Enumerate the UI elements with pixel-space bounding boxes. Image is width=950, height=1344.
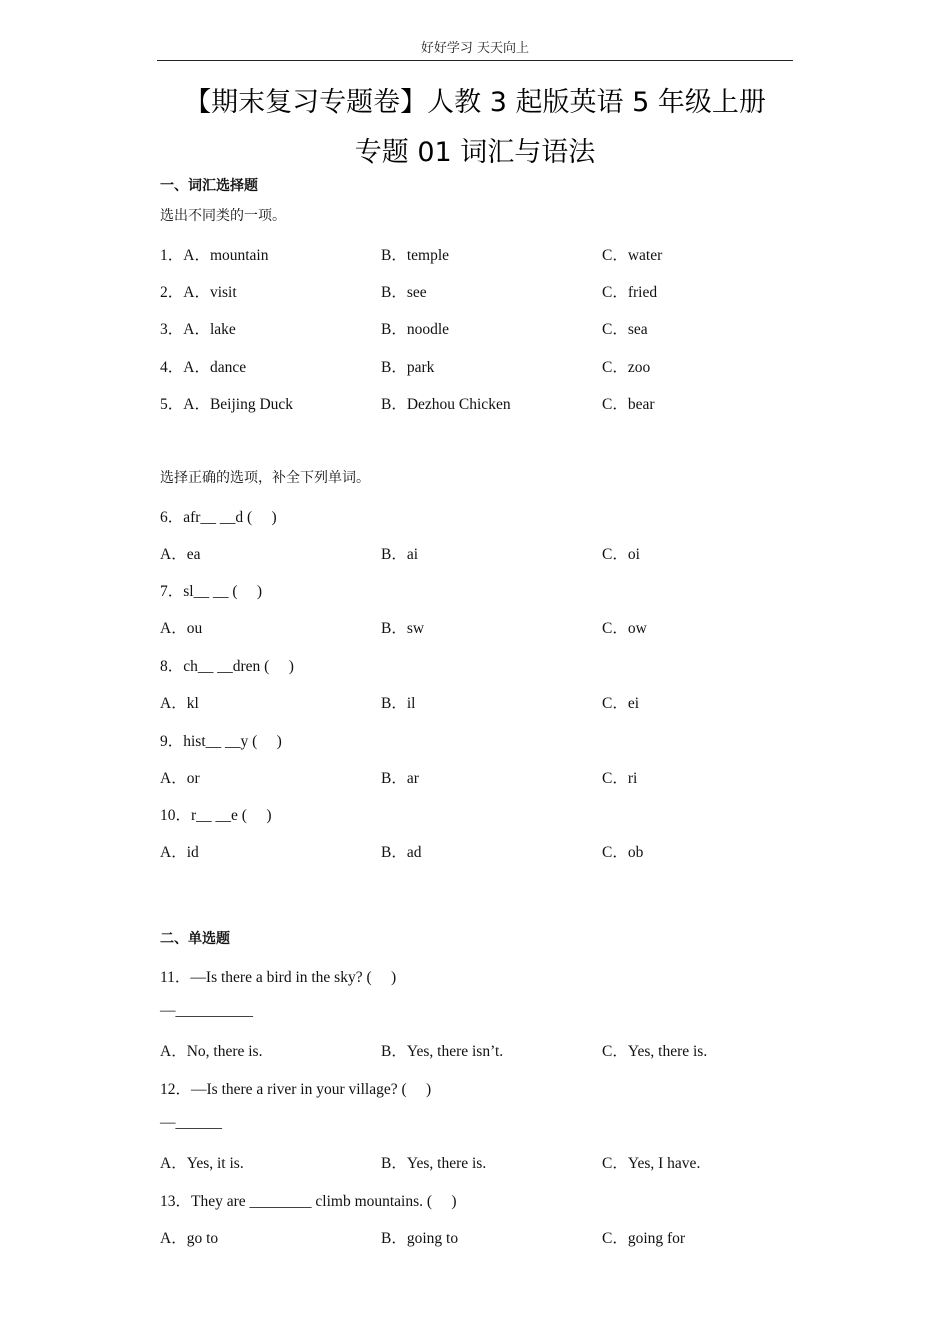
- option-b: B．Dezhou Chicken: [381, 396, 511, 413]
- question-row: [0, 280, 950, 302]
- option-c: C．sea: [602, 321, 648, 338]
- option-c: C．Yes, there is.: [602, 1043, 708, 1060]
- option-c: C．ob: [602, 844, 644, 861]
- option-b: B．ai: [381, 546, 419, 563]
- question-stem: 6．afr__ __d ( ): [160, 509, 277, 526]
- option-a: A．go to: [160, 1230, 219, 1247]
- option-a: A．ea: [160, 546, 201, 563]
- option-b: B．see: [381, 284, 427, 301]
- options-row: [0, 1226, 950, 1248]
- section-heading-vocabulary: 一、词汇选择题: [160, 178, 258, 194]
- option-a: 3．A．lake: [160, 321, 236, 338]
- options-row: [0, 542, 950, 564]
- options-row: [0, 691, 950, 713]
- option-a: A．No, there is.: [160, 1043, 263, 1060]
- question-stem: 9．hist__ __y ( ): [160, 733, 282, 750]
- header-divider: [157, 60, 793, 61]
- option-b: B．Yes, there isn’t.: [381, 1043, 504, 1060]
- option-c: C．fried: [602, 284, 658, 301]
- option-a: A．id: [160, 844, 199, 861]
- question-row: [0, 317, 950, 339]
- option-c: C．oi: [602, 546, 640, 563]
- instruction-complete-words: 选择正确的选项，补全下列单词。: [160, 470, 370, 486]
- option-a: A．Yes, it is.: [160, 1155, 244, 1172]
- option-a: A．kl: [160, 695, 199, 712]
- option-c: C．ei: [602, 695, 640, 712]
- question-row: [0, 392, 950, 414]
- option-c: C．going for: [602, 1230, 686, 1247]
- question-row: [0, 355, 950, 377]
- option-c: C．zoo: [602, 359, 651, 376]
- answer-blank: —__________: [160, 1002, 253, 1019]
- question-stem: 7．sl__ __ ( ): [160, 583, 263, 600]
- answer-blank: —______: [160, 1114, 222, 1131]
- option-b: B．il: [381, 695, 416, 712]
- option-a: A．or: [160, 770, 200, 787]
- question-stem: 13．They are ________ climb mountains. ( ): [160, 1193, 457, 1210]
- option-c: C．Yes, I have.: [602, 1155, 701, 1172]
- option-c: C．ow: [602, 620, 647, 637]
- option-b: B．Yes, there is.: [381, 1155, 487, 1172]
- option-b: B．park: [381, 359, 435, 376]
- options-row: [0, 766, 950, 788]
- question-stem: 10．r__ __e ( ): [160, 807, 272, 824]
- question-stem: 8．ch__ __dren ( ): [160, 658, 294, 675]
- option-a: 4．A．dance: [160, 359, 247, 376]
- option-b: B．ar: [381, 770, 419, 787]
- options-row: [0, 1151, 950, 1173]
- section-heading-single-choice: 二、单选题: [160, 931, 230, 947]
- option-c: C．bear: [602, 396, 655, 413]
- question-stem: 12．—Is there a river in your village? ( ): [160, 1081, 432, 1098]
- options-row: [0, 1039, 950, 1061]
- option-c: C．ri: [602, 770, 638, 787]
- page-header-motto: 好好学习 天天向上: [420, 41, 530, 56]
- option-a: A．ou: [160, 620, 203, 637]
- option-b: B．going to: [381, 1230, 459, 1247]
- option-a: 1．A．mountain: [160, 247, 269, 264]
- document-subtitle: 专题 01 词汇与语法: [354, 137, 596, 168]
- option-a: 2．A．visit: [160, 284, 237, 301]
- question-row: [0, 243, 950, 265]
- option-b: B．ad: [381, 844, 422, 861]
- document-title: 【期末复习专题卷】人教 3 起版英语 5 年级上册: [184, 87, 766, 118]
- option-b: B．temple: [381, 247, 450, 264]
- option-b: B．noodle: [381, 321, 450, 338]
- option-b: B．sw: [381, 620, 425, 637]
- option-a: 5．A．Beijing Duck: [160, 396, 294, 413]
- options-row: [0, 840, 950, 862]
- option-c: C．water: [602, 247, 663, 264]
- instruction-odd-one-out: 选出不同类的一项。: [160, 208, 286, 224]
- options-row: [0, 616, 950, 638]
- question-stem: 11．—Is there a bird in the sky? ( ): [160, 969, 397, 986]
